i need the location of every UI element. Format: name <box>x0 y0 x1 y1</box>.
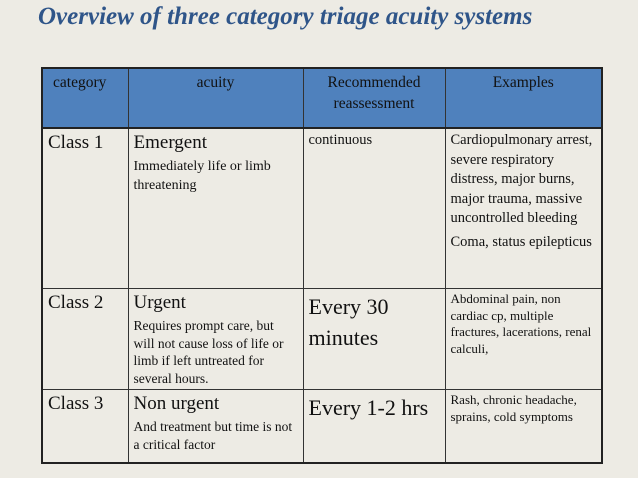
category-cell: Class 3 <box>42 390 128 464</box>
header-examples: Examples <box>445 68 602 128</box>
category-cell: Class 2 <box>42 289 128 390</box>
acuity-level: Emergent <box>133 132 208 153</box>
acuity-level: Urgent <box>133 292 186 313</box>
header-row <box>42 68 602 128</box>
header-acuity: acuity <box>128 68 303 128</box>
page-title: Overview of three category triage acuity systems <box>38 3 533 30</box>
example-text: Coma, status epilepticus <box>450 233 592 250</box>
example-text: Cardiopulmonary arrest, severe respiratory distress, major burns, major trauma, massive uncontrolled bleeding <box>450 132 593 226</box>
examples-cell <box>445 289 602 390</box>
category-cell: Class 1 <box>42 128 128 289</box>
acuity-level: Non urgent <box>133 393 220 414</box>
reassessment-cell: Every 1-2 hrs <box>303 390 445 464</box>
acuity-cell <box>128 289 303 390</box>
examples-cell <box>445 390 602 464</box>
example-text: Rash, chronic headache, sprains, cold symptoms <box>450 392 577 424</box>
table-row <box>42 289 602 390</box>
table-row <box>42 128 602 289</box>
acuity-detail: And treatment but time is not a critical factor <box>133 419 293 452</box>
examples-cell <box>445 128 602 289</box>
acuity-detail: Immediately life or limb threatening <box>133 159 271 193</box>
triage-table <box>41 67 603 464</box>
table-row <box>42 390 602 464</box>
acuity-cell <box>128 128 303 289</box>
acuity-detail: Requires prompt care, but will not cause loss of life or limb if left untreated for several hours. <box>133 318 284 386</box>
header-reassessment: Recommended reassessment <box>303 68 445 128</box>
acuity-cell <box>128 390 303 464</box>
reassessment-cell: continuous <box>303 128 445 289</box>
header-category: category <box>42 68 128 128</box>
reassessment-cell: Every 30 minutes <box>303 289 445 390</box>
example-text: Abdominal pain, non cardiac cp, multiple fractures, lacerations, renal calculi, <box>450 291 592 356</box>
